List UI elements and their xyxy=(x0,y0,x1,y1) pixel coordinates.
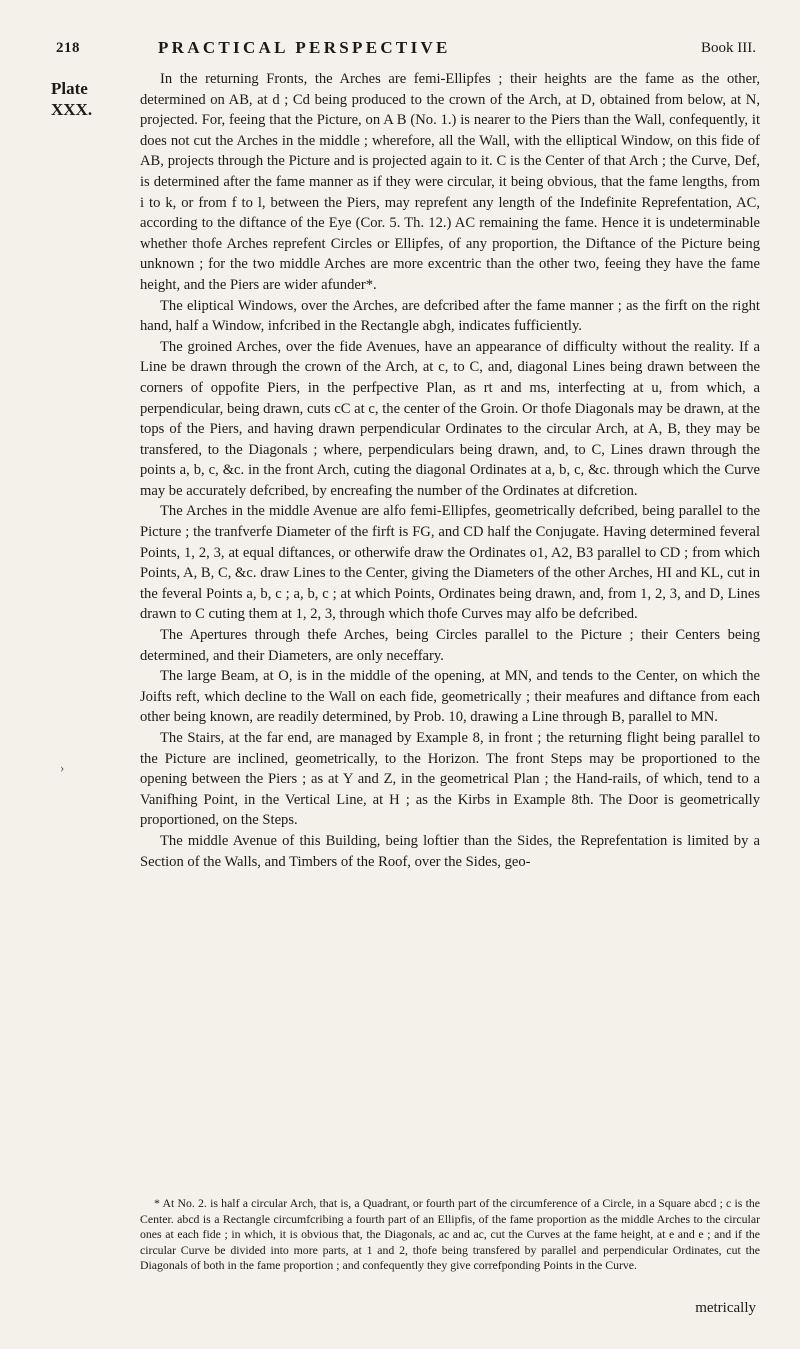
paragraph: In the returning Fronts, the Arches are femi-Ellipfes ; their heights are the fame as the other, determined on AB, at d ; Cd being produced to the crown of the Arch, at D, obtained from below, at N, projected. For, feeing that the Picture, on A B (No. 1.) is nearer to the Piers than the Wall, confequently, it does not cut the Arches in the middle ; wherefore, all the Wall, with the elliptical Window, on this fide of AB, projects through the Picture and is projected again to it. C is the Center of that Arch ; the Curve, Def, is determined after the fame manner as if they were circular, it being obvious, that the fame lengths, from i to k, or from f to l, between the Piers, may reprefent any length of the Indefinite Reprefentation, AC, according to the diftance of the Eye (Cor. 5. Th. 12.) AC remaining the fame. Hence it is undeterminable whether thofe Arches reprefent Circles or Ellipfes, of any proportion, the Diftance of the Picture being unknown ; for the two middle Arches are more excentric than the other two, feeing they have the fame height, and the Piers are wider afunder*. xyxy=(140,71,760,293)
paragraph: The large Beam, at O, is in the middle of the opening, at MN, and tends to the Center, on which the Joifts reft, which decline to the Wall on each fide, geometrically ; their meafures and diftance from each other being known, are readily determined, by Prob. 10, drawing a Line through B, parallel to MN. xyxy=(140,668,760,726)
footnote xyxy=(140,1196,760,1274)
page-number: 218 xyxy=(56,40,80,56)
body-text xyxy=(140,69,760,872)
margin-mark-icon: › xyxy=(60,760,65,775)
plate-number: XXX. xyxy=(51,100,93,119)
plate-label: Plate xyxy=(51,79,88,98)
paragraph: The middle Avenue of this Building, being loftier than the Sides, the Reprefentation is limited by a Section of the Walls, and Timbers of the Roof, over the Sides, geo- xyxy=(140,832,760,870)
margin-plate-note xyxy=(51,78,111,120)
footnote-text: * At No. 2. is half a circular Arch, that is, a Quadrant, or fourth part of the circumference of a Circle, in a Square abcd ; c is the Center. abcd is a Rectangle circumfcribing a fourth part of an Ellipfis, of the fame proportion as the middle Arches to the circular ones at each fide ; in which, it is obvious that, the Diagonals, ac and ac, cut the Curves at the fame height, at e and e ; and if the circular Curve be divided into more parts, at 1 and 2, thofe being transfered by parallel and perpendicular Ordinates, cut the Diagonals of both in the fame proportion ; and confequently they give correfponding Points in the Curve. xyxy=(140,1196,760,1272)
running-head: PRACTICAL PERSPECTIVE xyxy=(158,38,451,57)
catchword: metrically xyxy=(695,1300,756,1316)
paragraph: The groined Arches, over the fide Avenues, have an appearance of difficulty without the reality. If a Line be drawn through the crown of the Arch, at c, to C, and, diagonal Lines being drawn between the corners of oppofite Piers, in the perfpective Plan, as rt and ms, interfecting at u, from which, a perpendicular, being drawn, cuts cC at c, the center of the Groin. Or thofe Diagonals may be drawn, at the tops of the Piers, and having drawn perpendicular Ordinates to the circular Arch, at A, B, they may be transfered, to the Diagonals ; where, perpendiculars being drawn, and, to C, Lines drawn through the points a, b, c, &c. in the front Arch, cuting the diagonal Ordinates at a, b, c, &c. through which the Curve may be accurately defcribed, by encreafing the number of the Ordinates at difcretion. xyxy=(140,338,760,499)
paragraph: The Apertures through thefe Arches, being Circles parallel to the Picture ; their Centers being determined, and their Diameters, are only neceffary. xyxy=(140,627,760,664)
paragraph: The Arches in the middle Avenue are alfo femi-Ellipfes, geometrically defcribed, being parallel to the Picture ; the tranfverfe Diameter of the firft is FG, and CD half the Conjugate. Having determined feveral Points, 1, 2, 3, at equal diftances, or otherwife draw the Ordinates o1, A2, B3 parallel to CD ; from which Points, A, B, C, &c. draw Lines to the Center, giving the Diameters of the other Arches, HI and KL, cut in the feveral Points a, b, c ; a, b, c ; at which Points, Ordinates being drawn, and, from 1, 2, 3, and D, Lines drawn to C cuting them at 1, 2, 3, through which thofe Curves may alfo be defcribed. xyxy=(140,503,760,623)
paragraph: The eliptical Windows, over the Arches, are defcribed after the fame manner ; as the firft on the right hand, half a Window, infcribed in the Rectangle abgh, indicates fufficiently. xyxy=(140,297,760,335)
paragraph: The Stairs, at the far end, are managed by Example 8, in front ; the returning flight being parallel to the Picture are inclined, geometrically, to the Horizon. The front Steps may be proportioned to the opening between the Piers ; as at Y and Z, in the geometrical Plan ; the Hand-rails, of which, tend to a Vanifhing Point, in the Vertical Line, at H ; as the Kirbs in Example 8th. The Door is geometrically proportioned, on the Steps. xyxy=(140,730,760,829)
book-reference: Book III. xyxy=(701,40,756,56)
